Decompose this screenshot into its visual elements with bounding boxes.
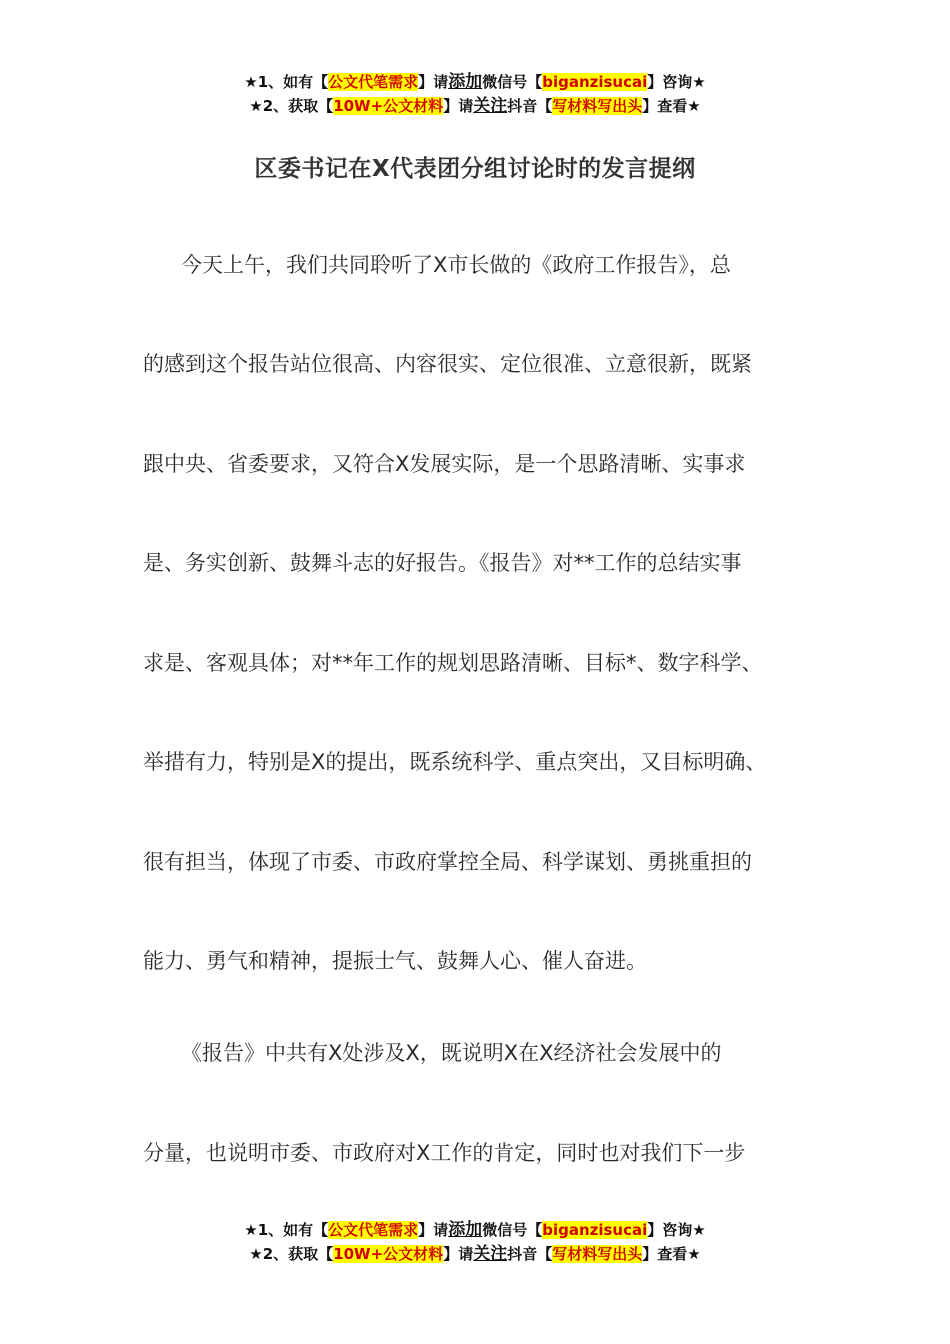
banner-line-1 — [0, 70, 950, 94]
banner-emphasis-follow: 关注 — [473, 96, 508, 116]
banner-highlight-materials: 10W+公文材料 — [333, 1245, 444, 1263]
banner-highlight-douyin-account: 写材料写出头 — [552, 1245, 643, 1263]
body-line: 很有担当，体现了市委、市政府掌控全局、科学谋划、勇挑重担的 — [143, 850, 752, 874]
banner-highlight-service: 公文代笔需求 — [328, 73, 419, 91]
banner-line-2-suffix: 】查看★ — [642, 97, 701, 115]
banner-line-1-mid2: 微信号【 — [482, 73, 543, 91]
banner-line-2-prefix: ★2、获取【 — [249, 97, 334, 115]
bottom-ad-banner — [0, 1218, 950, 1266]
banner-line-2-mid2: 抖音【 — [507, 1245, 553, 1263]
top-ad-banner — [0, 70, 950, 118]
body-line: 今天上午，我们共同聆听了X市长做的《政府工作报告》，总 — [181, 253, 731, 277]
body-line: 跟中央、省委要求，又符合X发展实际，是一个思路清晰、实事求 — [143, 452, 746, 476]
body-line: 的感到这个报告站位很高、内容很实、定位很准、立意很新，既紧 — [143, 352, 752, 376]
banner-line-2-suffix: 】查看★ — [642, 1245, 701, 1263]
banner-emphasis-add: 添加 — [448, 1220, 483, 1240]
banner-highlight-service: 公文代笔需求 — [328, 1221, 419, 1239]
banner-line-2-prefix: ★2、获取【 — [249, 1245, 334, 1263]
banner-emphasis-follow: 关注 — [473, 1244, 508, 1264]
body-line: 举措有力，特别是X的提出，既系统科学、重点突出，又目标明确、 — [143, 750, 767, 774]
banner-highlight-douyin-account: 写材料写出头 — [552, 97, 643, 115]
body-line: 求是、客观具体；对**年工作的规划思路清晰、目标*、数字科学、 — [143, 651, 763, 675]
banner-highlight-materials: 10W+公文材料 — [333, 97, 444, 115]
banner-line-1-mid: 】请 — [418, 1221, 449, 1239]
banner-line-1-prefix: ★1、如有【 — [244, 73, 329, 91]
banner-line-1-mid2: 微信号【 — [482, 1221, 543, 1239]
banner-highlight-wechat-id: biganzisucai — [542, 1221, 648, 1239]
banner-line-2 — [0, 1242, 950, 1266]
banner-line-1-mid: 】请 — [418, 73, 449, 91]
banner-line-2-mid: 】请 — [443, 97, 474, 115]
banner-line-2-mid: 】请 — [443, 1245, 474, 1263]
document-title: 区委书记在X代表团分组讨论时的发言提纲 — [254, 156, 696, 182]
banner-highlight-wechat-id: biganzisucai — [542, 73, 648, 91]
banner-line-1-suffix: 】咨询★ — [647, 73, 706, 91]
banner-line-1-suffix: 】咨询★ — [647, 1221, 706, 1239]
body-line: 《报告》中共有X处涉及X，既说明X在X经济社会发展中的 — [181, 1041, 722, 1065]
banner-line-1 — [0, 1218, 950, 1242]
body-line: 能力、勇气和精神，提振士气、鼓舞人心、催人奋进。 — [143, 949, 647, 973]
banner-line-2 — [0, 94, 950, 118]
banner-line-1-prefix: ★1、如有【 — [244, 1221, 329, 1239]
banner-emphasis-add: 添加 — [448, 72, 483, 92]
body-line: 是、务实创新、鼓舞斗志的好报告。《报告》对**工作的总结实事 — [143, 551, 742, 575]
body-line: 分量，也说明市委、市政府对X工作的肯定，同时也对我们下一步 — [143, 1141, 746, 1165]
banner-line-2-mid2: 抖音【 — [507, 97, 553, 115]
